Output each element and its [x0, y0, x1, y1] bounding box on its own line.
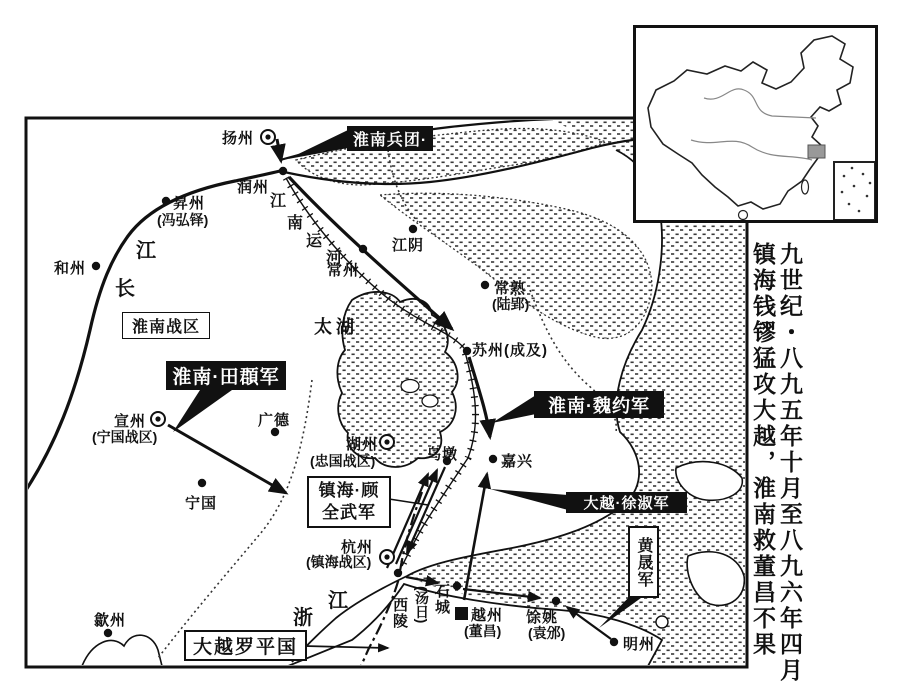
label-huang-sheng-jun: 黄晟军 [628, 526, 659, 598]
city-label-shengzhou: 昇州 [173, 195, 206, 212]
taiwan-island [802, 180, 809, 194]
label-gu-quanwu-jun [307, 476, 391, 528]
city-label-hangzhou: 杭州 [341, 539, 374, 556]
city-label-yangzhou: 扬州 [222, 130, 255, 147]
china-inset-canvas [636, 28, 875, 220]
taihu-islet [422, 395, 438, 407]
city-label-jiaxing: 嘉兴 [501, 453, 534, 470]
changjiang-char-2: 江 [136, 240, 156, 262]
city-label-xuanzhou: 宣州 [114, 413, 147, 430]
city-label-mingzhou: 明州 [623, 636, 656, 653]
canal-char-1: 江 [270, 193, 287, 210]
city-sub-changshu: (陆郢) [492, 296, 530, 312]
yangtze-river-inset [691, 140, 812, 160]
city-sub-huzhou: (忠国战区) [310, 453, 376, 469]
label-huainan-bingtuan: 淮南兵团· [347, 126, 433, 151]
zhejiang-char-2: 江 [328, 590, 348, 612]
city-sub-hangzhou: (镇海战区) [306, 554, 372, 570]
city-label-huzhou: 湖州 [346, 436, 379, 453]
map-extent-highlight [808, 145, 825, 158]
zhejiang-char-1: 浙 [293, 607, 313, 629]
city-sub-shicheng: (汤日) [414, 586, 430, 624]
city-label-yuyao: 馀姚 [526, 609, 559, 626]
china-outline [648, 36, 853, 209]
label-huainan-zhanqu: 淮南战区 [122, 312, 210, 339]
label-tian-jun: 淮南·田頵军 [166, 361, 286, 390]
islet [656, 616, 668, 628]
city-label-suzhou: 苏州(成及) [472, 342, 548, 359]
city-sub-xuanzhou: (宁国战区) [92, 429, 158, 445]
city-sub-yuyao: (袁邠) [528, 625, 566, 641]
city-label-wudun: 乌墩 [426, 446, 459, 463]
label-wei-jun: 淮南·魏约军 [534, 391, 664, 418]
taihu-islet [401, 380, 419, 393]
city-sub-yuezhou: (董昌) [464, 623, 502, 639]
changjiang-char-1: 长 [115, 278, 135, 300]
label-luoping-guo: 大越罗平国 [184, 630, 307, 661]
city-label-shicheng: 石城 [433, 583, 450, 615]
canal-char-3: 运 [306, 233, 323, 250]
hainan-island [739, 211, 748, 220]
caption-column-right: 九世纪・八九五年十月至八九六年四月 [777, 242, 802, 684]
city-label-shezhou: 歙州 [94, 612, 127, 629]
china-inset-map [633, 25, 878, 223]
city-label-hezhou: 和州 [54, 260, 87, 277]
city-label-jiangyin: 江阴 [392, 237, 425, 254]
caption-column-left: 镇海钱镠猛攻大越，淮南救董昌不果 [750, 242, 775, 658]
city-label-yuezhou: 越州 [471, 607, 504, 624]
city-label-changshu: 常熟 [494, 280, 527, 297]
canal-char-2: 南 [287, 215, 304, 232]
city-label-runzhou: 润州 [237, 179, 270, 196]
yuezhou-square-marker [455, 607, 468, 620]
south-china-sea-box [834, 162, 875, 220]
yellow-river [704, 89, 816, 118]
gu-quanwu-line2: 全武军 [322, 503, 376, 522]
city-label-xiling: 西陵 [391, 597, 408, 629]
label-xu-shu-jun: 大越·徐淑军 [566, 492, 687, 513]
city-sub-shengzhou: (冯弘铎) [157, 212, 209, 228]
taihu-label: 太湖 [314, 317, 358, 337]
gu-quanwu-line1: 镇海·顾 [318, 481, 380, 500]
canal-char-4: 河 [326, 250, 343, 267]
city-label-guangde: 广德 [258, 412, 291, 429]
city-label-changzhou: 常州 [327, 262, 360, 279]
city-label-ningguo: 宁国 [185, 495, 218, 512]
